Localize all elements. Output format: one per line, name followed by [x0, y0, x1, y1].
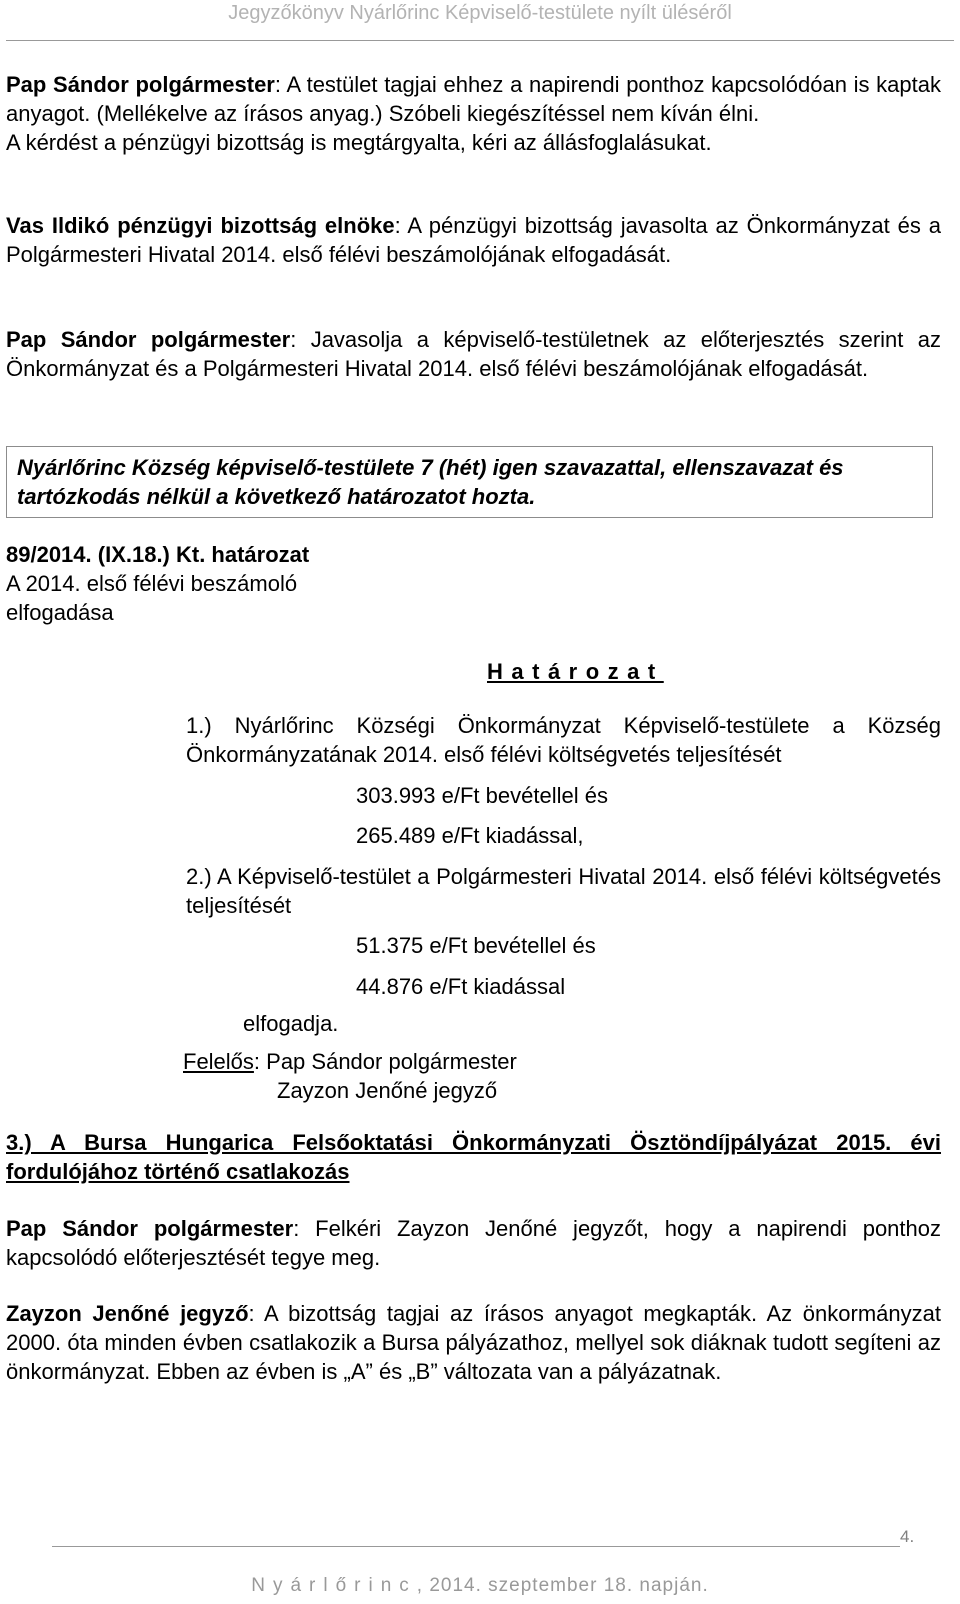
resolution-item-1-revenue: 303.993 e/Ft bevétellel és: [356, 783, 608, 808]
paragraph-finance-committee: [6, 211, 941, 269]
paragraph-notary: [6, 1299, 941, 1386]
paragraph-text: : Felkéri Zayzon Jenőné jegyzőt, hogy a napirendi ponthoz kapcsolódó előterjesztését tegye meg.: [6, 1216, 941, 1270]
footer-divider: [52, 1546, 900, 1547]
footer-date: , 2014. szeptember 18. napján.: [416, 1575, 709, 1596]
page-footer: [0, 1575, 960, 1597]
responsible-label: Felelős: [183, 1049, 254, 1074]
header-divider: [6, 40, 954, 41]
page-number: 4.: [900, 1527, 915, 1546]
resolution-number: 89/2014. (IX.18.) Kt. határozat: [6, 542, 310, 567]
resolution-item-1-text: 1.) Nyárlőrinc Községi Önkormányzat Képviselő-testülete a Község Önkormányzatának 2014. első félévi költségvetés teljesítését: [186, 713, 941, 767]
responsible-person-1: : Pap Sándor polgármester: [253, 1049, 517, 1074]
paragraph-text-line2: A kérdést a pénzügyi bizottság is megtárgyalta, kéri az állásfoglalásukat.: [6, 130, 712, 155]
speaker-name: Pap Sándor polgármester: [6, 327, 291, 352]
responsible-person-2: Zayzon Jenőné jegyző: [277, 1078, 498, 1103]
resolution-item-1: [186, 711, 941, 769]
resolution-title: Határozat: [487, 659, 664, 684]
paragraph-mayor-proposal: [6, 325, 941, 383]
agenda-item-3-title: 3.) A Bursa Hungarica Felsőoktatási Önkormányzati Ösztöndíjpályázat 2015. évi fordulójához történő csatlakozás: [6, 1130, 941, 1184]
page-header: Jegyzőkönyv Nyárlőrinc Képviselő-testülete nyílt üléséről: [228, 2, 732, 24]
speaker-name: Zayzon Jenőné jegyző: [6, 1301, 249, 1326]
resolution-subject-line2: elfogadása: [6, 600, 114, 625]
paragraph-text: : A pénzügyi bizottság javasolta az Önkormányzat és a Polgármesteri Hivatal 2014. első félévi beszámolójának elfogadását.: [6, 213, 941, 267]
resolution-subject-line1: A 2014. első félévi beszámoló: [6, 571, 298, 596]
resolution-approve: elfogadja.: [243, 1011, 339, 1036]
paragraph-mayor-intro: [6, 70, 941, 157]
paragraph-text: : Javasolja a képviselő-testületnek az előterjesztés szerint az Önkormányzat és a Polgármesteri Hivatal 2014. első félévi beszámolójának elfogadását.: [6, 327, 941, 381]
vote-result-text: Nyárlőrinc Község képviselő-testülete 7 (hét) igen szavazattal, ellenszavazat és tartózkodás nélkül a következő határozatot hozta.: [17, 455, 844, 509]
vote-result-box: [6, 446, 933, 518]
resolution-item-2-expense: 44.876 e/Ft kiadással: [356, 974, 566, 999]
resolution-item-2: [186, 862, 941, 920]
paragraph-mayor-request: [6, 1214, 941, 1272]
speaker-name: Pap Sándor polgármester: [6, 72, 275, 97]
speaker-name: Pap Sándor polgármester: [6, 1216, 294, 1241]
resolution-responsible: [183, 1047, 517, 1076]
paragraph-text: : A testület tagjai ehhez a napirendi ponthoz kapcsolódóan is kaptak anyagot. (Mellékelve az írásos anyag.) Szóbeli kiegészítéssel nem kíván élni.: [6, 72, 941, 126]
footer-place: Nyárlőrinc: [251, 1575, 417, 1596]
paragraph-text: : A bizottság tagjai az írásos anyagot megkapták. Az önkormányzat 2000. óta minden évben csatlakozik a Bursa pályázathoz, mellyel sok diáknak tudott segíteni az önkormányzat. Ebben az évben is „A” és „B” változata van a pályázatnak.: [6, 1301, 941, 1384]
resolution-item-2-text: 2.) A Képviselő-testület a Polgármesteri Hivatal 2014. első félévi költségvetés teljesítését: [186, 864, 941, 918]
resolution-item-1-expense: 265.489 e/Ft kiadással,: [356, 823, 584, 848]
resolution-item-2-revenue: 51.375 e/Ft bevétellel és: [356, 933, 596, 958]
speaker-name: Vas Ildikó pénzügyi bizottság elnöke: [6, 213, 395, 238]
